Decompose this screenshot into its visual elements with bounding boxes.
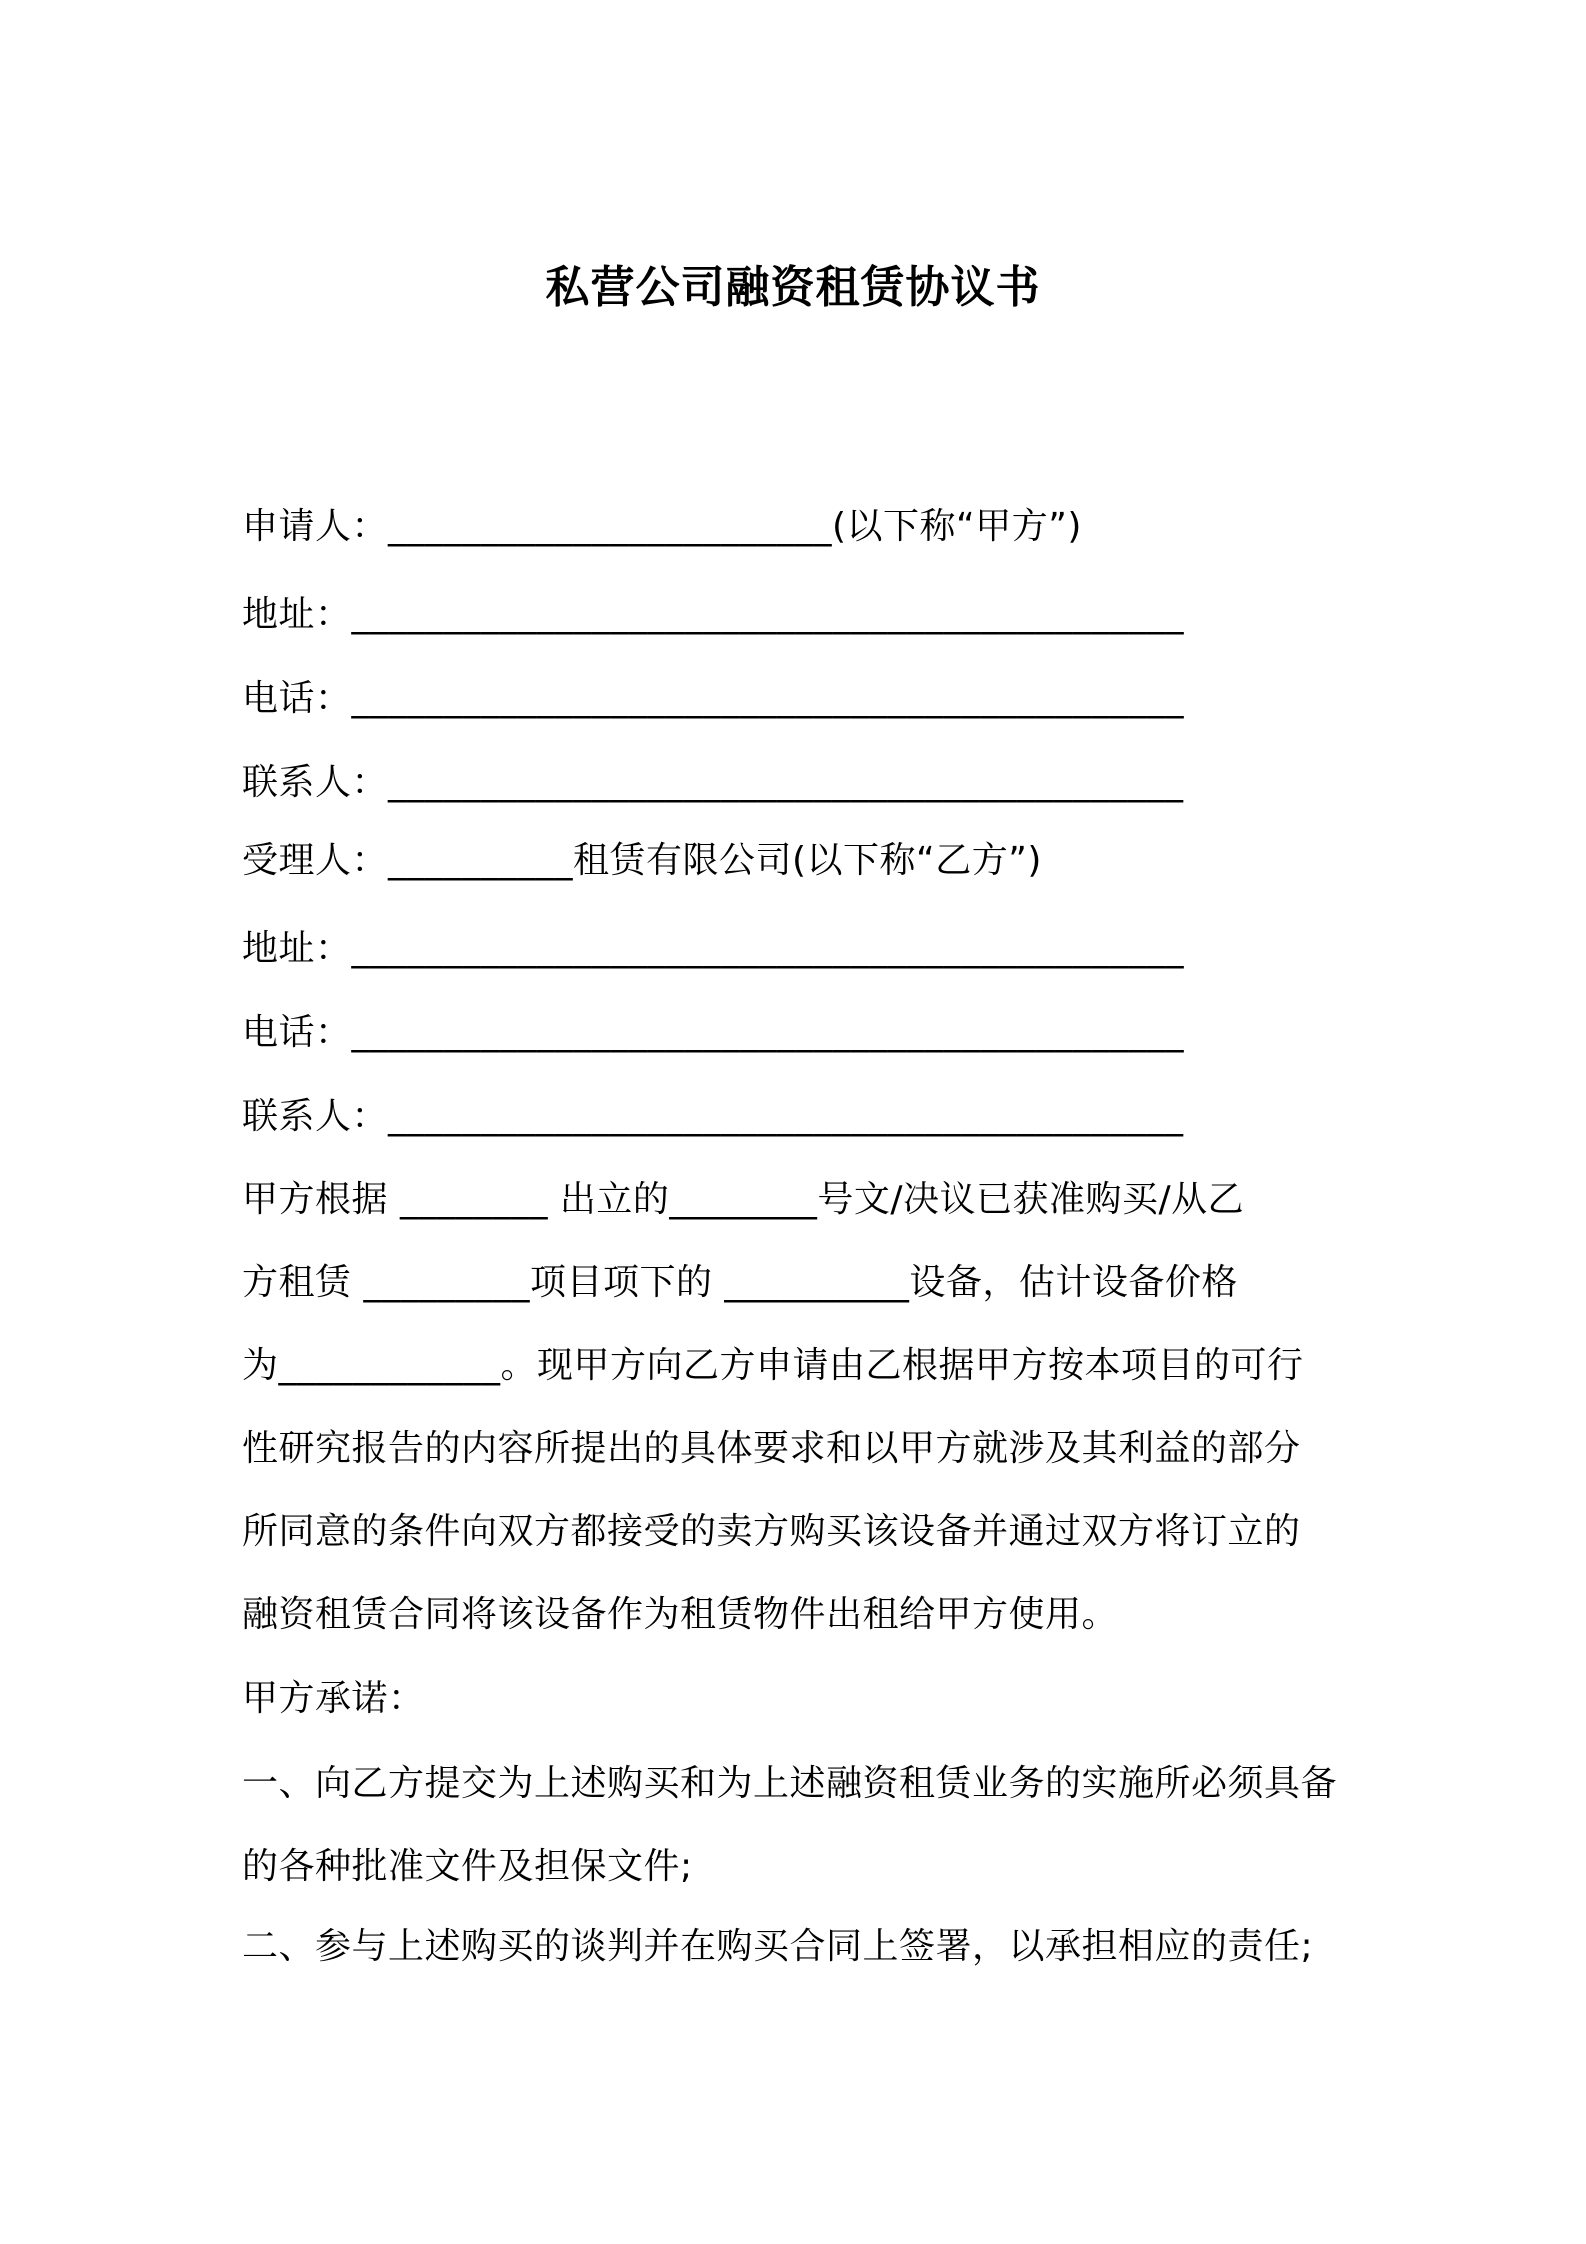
document-title: 私营公司融资租赁协议书: [545, 262, 1041, 313]
body-paragraph-line: 方租赁 _________项目项下的 __________设备，估计设备价格: [242, 1262, 1238, 1303]
party-a-phone-line: 电话：_____________________________________________: [242, 678, 1185, 719]
body-paragraph-line: 所同意的条件向双方都接受的卖方购买该设备并通过双方将订立的: [242, 1511, 1301, 1552]
body-paragraph-line: 甲方根据 ________ 出立的________号文/决议已获准购买/从乙: [242, 1179, 1245, 1220]
body-paragraph-line: 性研究报告的内容所提出的具体要求和以甲方就涉及其利益的部分: [242, 1428, 1301, 1469]
party-b-address-line: 地址：_____________________________________________: [242, 928, 1185, 969]
party-a-address-line: 地址：_____________________________________________: [242, 594, 1185, 635]
acceptor-line: 受理人：__________租赁有限公司(以下称“乙方”): [242, 840, 1042, 881]
body-paragraph-line: 融资租赁合同将该设备作为租赁物件出租给甲方使用。: [242, 1594, 1119, 1635]
clause-one-line: 的各种批准文件及担保文件;: [242, 1846, 693, 1887]
commitment-heading: 甲方承诺：: [242, 1678, 425, 1719]
body-paragraph-line: 为____________。现甲方向乙方申请由乙根据甲方按本项目的可行: [242, 1345, 1304, 1386]
clause-one-line: 一、向乙方提交为上述购买和为上述融资租赁业务的实施所必须具备: [242, 1763, 1338, 1804]
clause-one: [242, 1742, 1362, 1908]
party-b-phone-line: 电话：_____________________________________________: [242, 1012, 1185, 1053]
party-b-contact-line: 联系人：___________________________________________: [242, 1096, 1184, 1137]
applicant-line: 申请人：________________________(以下称“甲方”): [242, 506, 1082, 547]
clause-two: 二、参与上述购买的谈判并在购买合同上签署，以承担相应的责任;: [242, 1926, 1314, 1967]
body-paragraph: [242, 1158, 1362, 1656]
party-a-contact-line: 联系人：___________________________________________: [242, 762, 1184, 803]
